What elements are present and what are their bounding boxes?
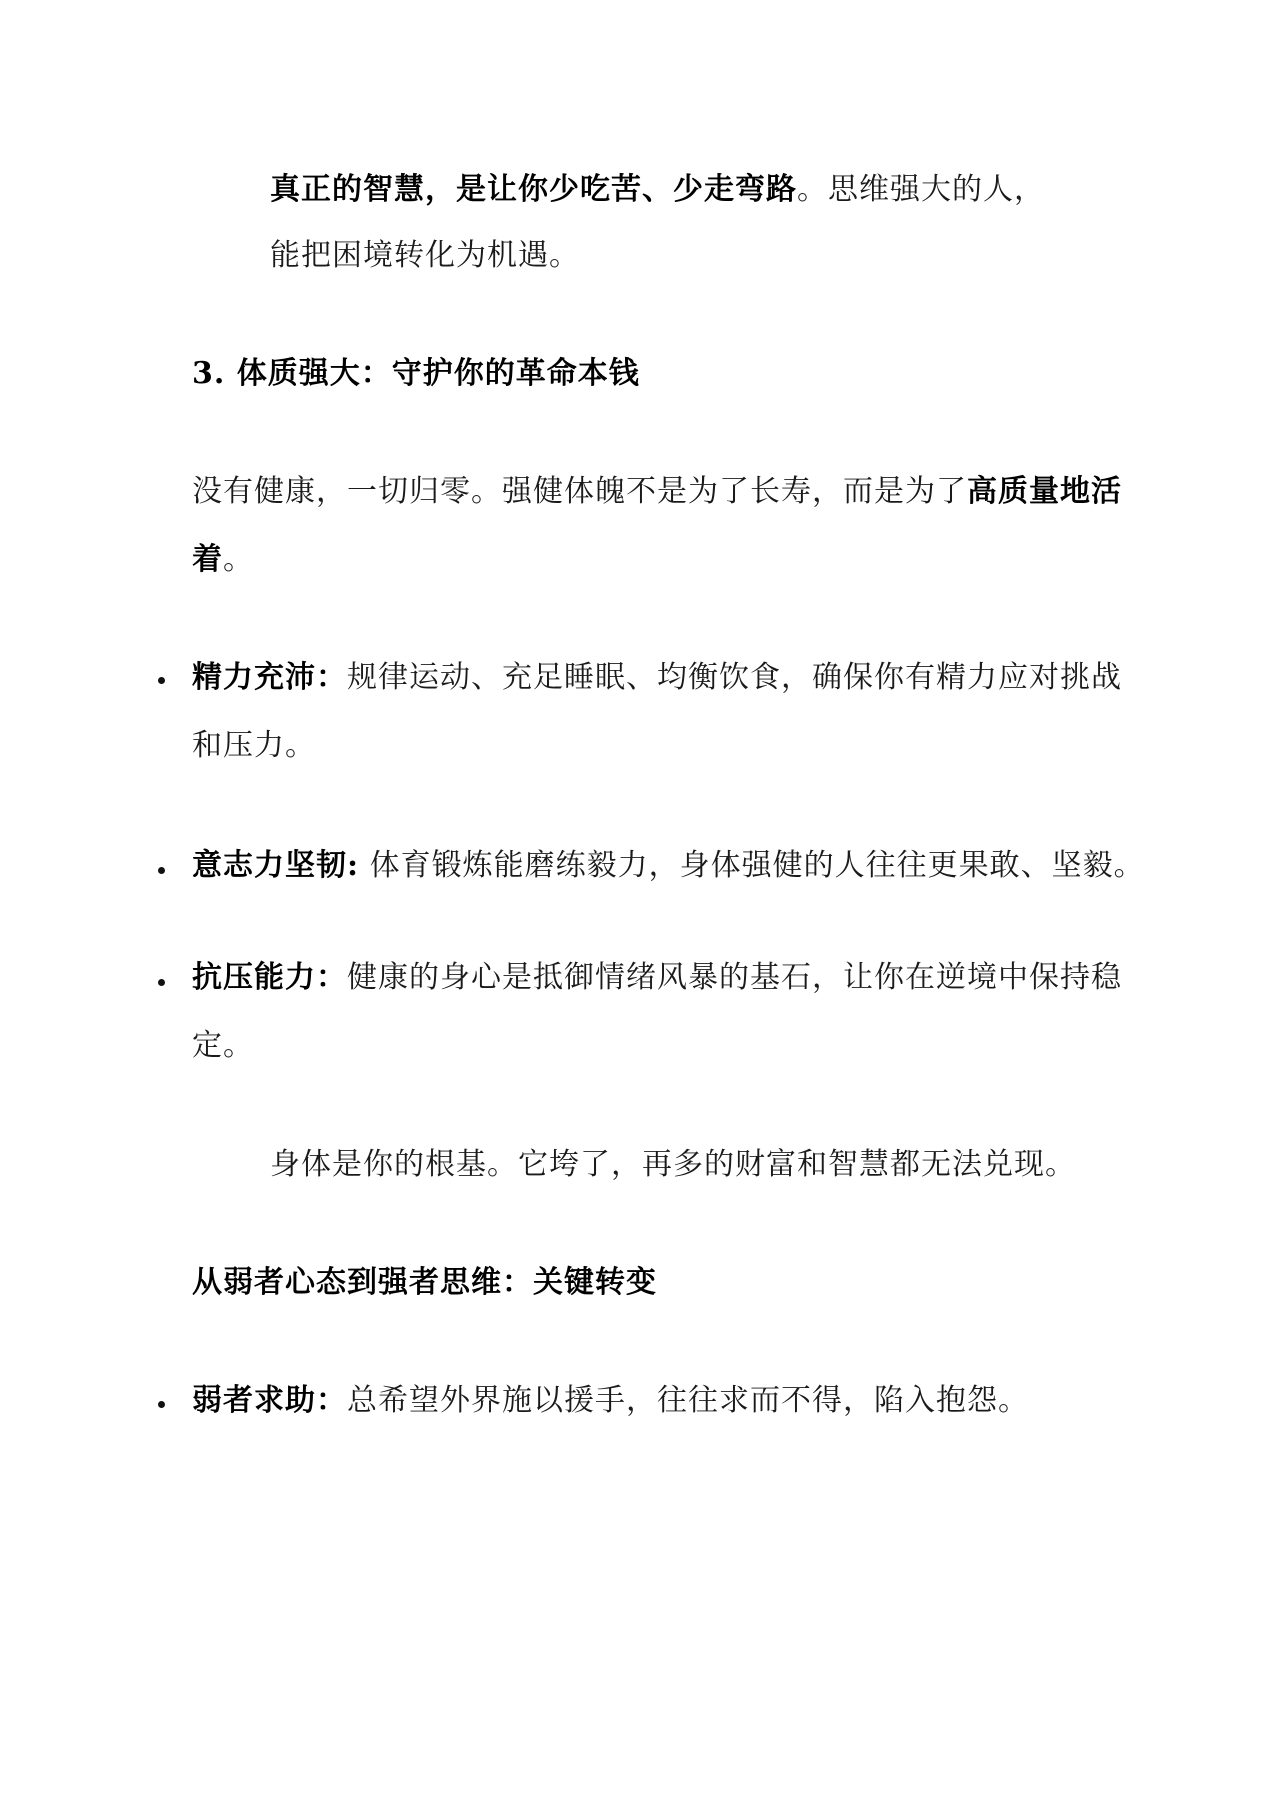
paragraph-line-2 [192, 540, 254, 580]
list-item-label: 意志力坚韧 [192, 848, 347, 883]
bullet-dot [158, 867, 165, 874]
list-item [192, 846, 1145, 886]
list-item [192, 1381, 1029, 1421]
quote-bold-text: 真正的智慧，是让你少吃苦、少走弯路 [270, 172, 797, 207]
paragraph-bold-text: 高质量地活 [967, 474, 1122, 509]
paragraph-bold-text-2: 着 [192, 542, 223, 577]
list-item-colon: ： [316, 960, 347, 995]
quote-text: 。思维强大的人， [797, 172, 1045, 207]
list-item [192, 958, 1122, 998]
list-item-label: 精力充沛 [192, 660, 316, 695]
list-item-colon: ： [316, 1383, 347, 1418]
paragraph-line-1 [192, 472, 1122, 512]
bullet-dot [158, 979, 165, 986]
quote-line: 身体是你的根基。它垮了，再多的财富和智慧都无法兑现。 [270, 1147, 1076, 1182]
list-item-continuation: 定。 [192, 1028, 254, 1063]
list-item-text: 健康的身心是抵御情绪风暴的基石，让你在逆境中保持稳 [347, 960, 1122, 995]
bullet-dot [158, 1401, 165, 1408]
quote-line-2: 能把困境转化为机遇。 [270, 238, 580, 273]
list-item-text: 规律运动、充足睡眠、均衡饮食，确保你有精力应对挑战 [347, 660, 1122, 695]
bullet-dot [158, 677, 165, 684]
paragraph-end: 。 [223, 542, 254, 577]
section-heading: 3. 体质强大：守护你的革命本钱 [192, 356, 640, 391]
list-item-label: 弱者求助 [192, 1383, 316, 1418]
list-item-text: 总希望外界施以援手，往往求而不得，陷入抱怨。 [347, 1383, 1029, 1418]
quote-line-1 [270, 170, 1045, 210]
list-item-text: 体育锻炼能磨练毅力，身体强健的人往往更果敢、坚毅。 [359, 848, 1145, 883]
list-item-label: 抗压能力 [192, 960, 316, 995]
list-item-colon: : [347, 848, 360, 883]
paragraph-text: 没有健康，一切归零。强健体魄不是为了长寿，而是为了 [192, 474, 967, 509]
list-item [192, 658, 1122, 698]
section-heading-2: 从弱者心态到强者思维：关键转变 [192, 1265, 657, 1300]
list-item-colon: ： [316, 660, 347, 695]
list-item-continuation: 和压力。 [192, 728, 316, 763]
